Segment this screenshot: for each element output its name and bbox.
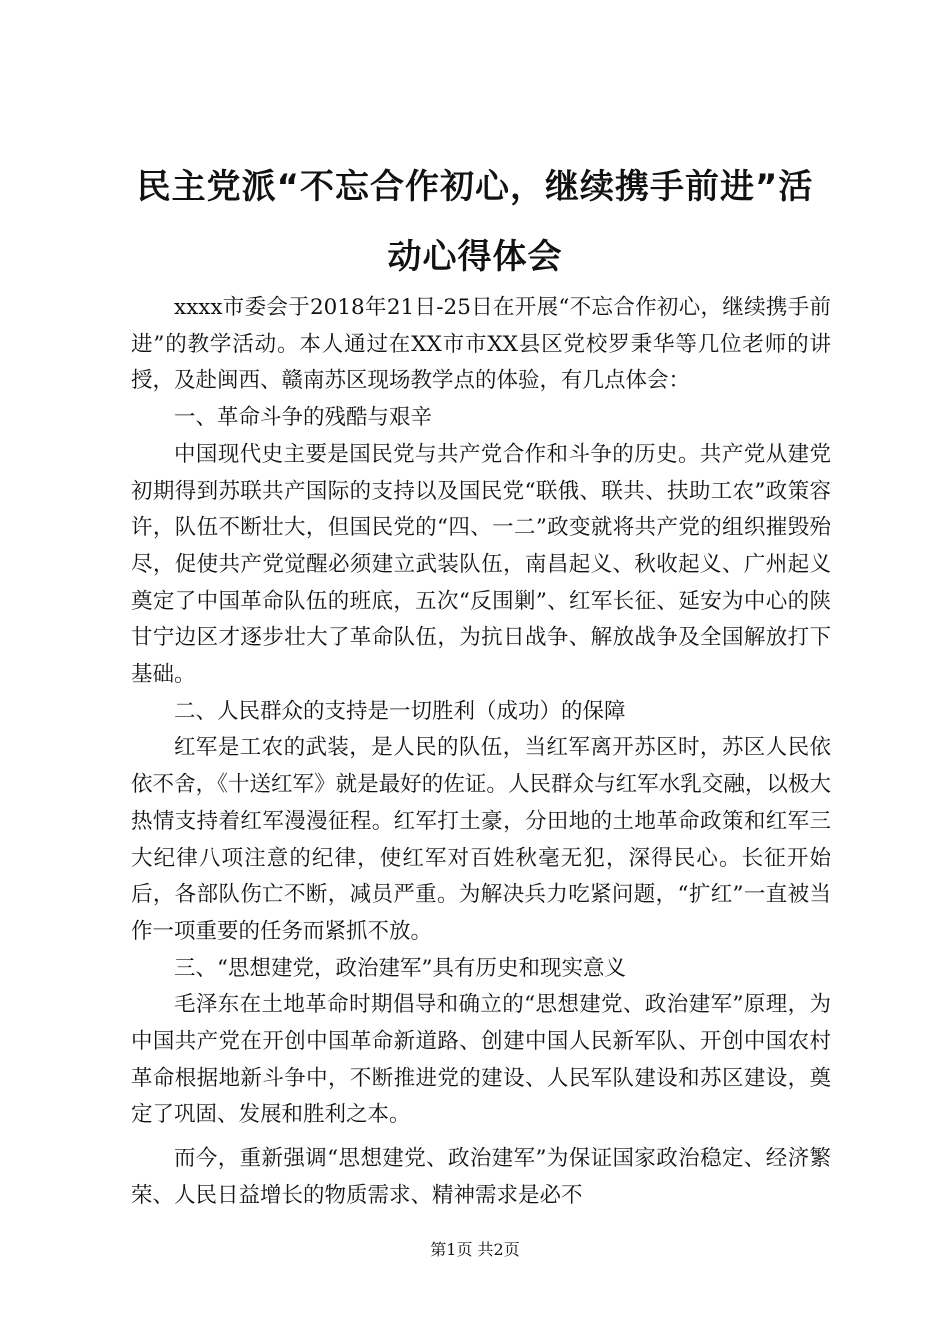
paragraph-section-3: 毛泽东在土地革命时期倡导和确立的“思想建党、政治建军”原理，为中国共产党在开创中国革命新道路、创建中国人民新军队、开创中国农村革命根据地新斗争中，不断推进党的建设、人民军队建设和苏区建设，奠定了巩固、发展和胜利之本。 <box>131 992 831 1128</box>
paragraph-section-1: 中国现代史主要是国民党与共产党合作和斗争的历史。共产党从建党初期得到苏联共产国际的支持以及国民党“联俄、联共、扶助工农”政策容许，队伍不断壮大，但国民党的“四、一二”政变就将共产党的组织摧毁殆尽，促使共产党觉醒必须建立武装队伍，南昌起义、秋收起义、广州起义奠定了中国革命队伍的班底，五次“反围剿”、红军长征、延安为中心的陕甘宁边区才逐步壮大了革命队伍，为抗日战争、解放战争及全国解放打下基础。 <box>131 441 831 688</box>
document-title-line-1: 民主党派“不忘合作初心，继续携手前进”活 <box>136 167 814 207</box>
section-heading-2: 二、人民群众的支持是一切胜利（成功）的保障 <box>174 698 626 724</box>
page-footer: 第1页 共2页 <box>430 1240 520 1259</box>
section-heading-3: 三、“思想建党，政治建军”具有历史和现实意义 <box>174 955 626 981</box>
section-heading-1: 一、革命斗争的残酷与艰辛 <box>174 405 433 431</box>
document-title-line-2: 动心得体会 <box>387 237 563 277</box>
paragraph-intro: xxxx市委会于2018年21日-25日在开展“不忘合作初心，继续携手前进”的教学活动。本人通过在XX市市XX县区党校罗秉华等几位老师的讲授，及赴闽西、赣南苏区现场教学点的体验，有几点体会： <box>131 295 831 394</box>
document-body <box>131 290 831 1215</box>
paragraph-section-2: 红军是工农的武装，是人民的队伍，当红军离开苏区时，苏区人民依依不舍，《十送红军》就是最好的佐证。人民群众与红军水乳交融，以极大热情支持着红军漫漫征程。红军打土豪，分田地的土地革命政策和红军三大纪律八项注意的纪律，使红军对百姓秋毫无犯，深得民心。长征开始后，各部队伤亡不断，减员严重。为解决兵力吃紧问题，“扩红”一直被当作一项重要的任务而紧抓不放。 <box>131 735 831 944</box>
paragraph-section-3-continued: 而今，重新强调“思想建党、政治建军”为保证国家政治稳定、经济繁荣、人民日益增长的物质需求、精神需求是必不 <box>131 1146 831 1208</box>
